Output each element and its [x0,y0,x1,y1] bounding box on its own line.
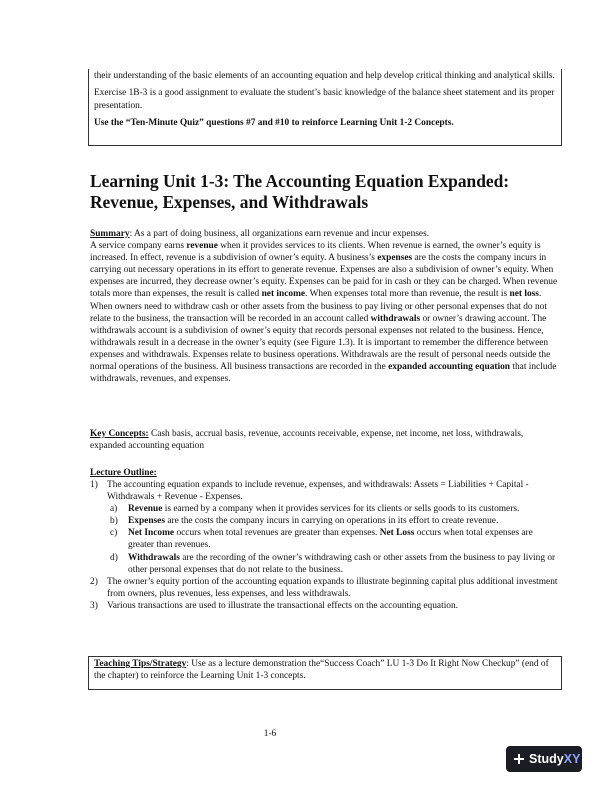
subitem-text: are the costs the company incurs in carrying on operations in its effort to create revenue. [165,516,499,527]
top-note-line1: their understanding of the basic elements of an accounting equation and help develop critical thinking and analytical skills. [94,71,555,81]
outline-item [90,600,560,612]
studyxy-watermark-badge[interactable] [506,746,582,772]
term-expenses: expenses [377,253,413,264]
section-heading: Learning Unit 1-3: The Accounting Equation Expanded: Revenue, Expenses, and Withdrawals [90,171,510,212]
summary-text: A service company earns [90,241,187,252]
summary-text: that include withdrawals, revenues, and expenses. [90,362,557,385]
outline-number: 2) [90,576,98,587]
outline-subitem [90,503,560,515]
term-net-income: net income [261,289,306,300]
outline-text: Various transactions are used to illustrate the transactional effects on the accounting equation. [107,600,459,611]
brand-xy: XY [563,752,581,766]
outline-text: The accounting equation expands to include revenue, expenses, and withdrawals: Assets = Liabilities + Capital - Withdrawals + Revenue - Expenses. [107,480,529,503]
summary-text: . When owners need to withdraw cash or other assets from the business to pay living or other personal expenses that do not relate to the business, the transaction will be recorded in an account called [90,289,547,324]
teaching-tips-text: : Use as a lecture demonstration the“Success Coach” LU 1-3 Do It Right Now Checkup” (end of the chapter) to reinforce the Learning Unit 1-3 concepts. [94,659,549,682]
top-note-exercise: Exercise 1B-3 is a good assignment to evaluate the student’s basic knowledge of the balance sheet statement and its proper presentation. [94,88,555,111]
summary-text: or owner’s drawing account. The withdrawals account is a subdivision of owner’s equity that records personal expenses not related to the business. Hence, withdrawals result in a decrease in the owner’s equity (see Figure 1.3). It is important to remember the difference between expenses and withdrawals. Expenses relate to business operations. Withdrawals are the result of personal needs outside the normal operations of the business. All business transactions are recorded in the [90,313,551,373]
summary-text: when it provides services to its clients. When revenue is earned, the owner’s equity is increased. In effect, revenue is a subdivision of owner’s equity. A business’s [90,241,541,264]
plus-icon [514,754,524,764]
outline-item [90,479,560,503]
term-expanded-equation: expanded accounting equation [388,362,511,373]
term-net-loss: net loss [509,289,539,300]
teaching-tips-box [88,656,562,690]
subitem-text: occurs when total revenues are greater than expenses. [174,528,380,539]
term-withdrawals: withdrawals [370,313,421,324]
outline-number: 3) [90,600,98,611]
brand-study: Study [529,752,564,766]
subitem-text: are the recording of the owner’s withdrawing cash or other assets from the business to pay living or other personal expenses that do not relate to the business. [128,552,556,575]
top-note-box [88,69,562,146]
key-concepts-paragraph [90,428,560,452]
subitem-letter: c) [110,528,118,539]
page-number: 1-6 [263,729,277,739]
subitem-term: Withdrawals [128,552,180,563]
subitem-letter: a) [110,504,118,515]
outline-subitem [90,515,560,527]
outline-subitem [90,527,560,551]
teaching-tips-label: Teaching Tips/Strategy [94,659,187,669]
outline-item [90,576,560,600]
key-concepts-label: Key Concepts: [90,429,149,439]
key-concepts-text: Cash basis, accrual basis, revenue, accounts receivable, expense, net income, net loss, withdrawals, expanded accounting equation [90,429,524,452]
subitem-text: is earned by a company when it provides services for its clients or sells goods to its customers. [162,504,520,515]
summary-text: : As a part of doing business, all organizations earn revenue and incur expenses. [129,229,430,239]
subitem-term: Expenses [128,516,165,527]
summary-paragraph [90,228,560,385]
summary-label: Summary [90,229,130,239]
lecture-outline-label: Lecture Outline: [90,468,157,478]
lecture-outline [90,479,560,612]
subitem-term: Net Loss [379,528,415,539]
subitem-letter: b) [110,516,118,527]
subitem-text: occurs when total expenses are greater than revenues. [128,528,533,551]
summary-text: . When expenses total more than revenue, the result is [305,289,510,300]
top-note-quiz: Use the “Ten-Minute Quiz” questions #7 and #10 to reinforce Learning Unit 1-2 Concepts. [94,117,454,128]
outline-subitem [90,552,560,576]
subitem-letter: d) [110,552,118,563]
summary-text: are the costs the company incurs in carrying out necessary operations in its effort to generate revenue. Expenses are also a subdivision of owner’s equity. When expenses are incurred, they decrease owner’s equity. Expenses can be paid for in cash or they can be charged. When revenue totals more than expenses, the result is called [90,253,558,300]
term-revenue: revenue [186,241,218,252]
outline-number: 1) [90,480,98,490]
subitem-term: Revenue [128,504,163,515]
outline-text: The owner’s equity portion of the accounting equation expands to illustrate beginning capital plus additional investment from owners, plus revenues, less expenses, and less withdrawals. [107,576,558,599]
subitem-term: Net Income [128,528,175,539]
